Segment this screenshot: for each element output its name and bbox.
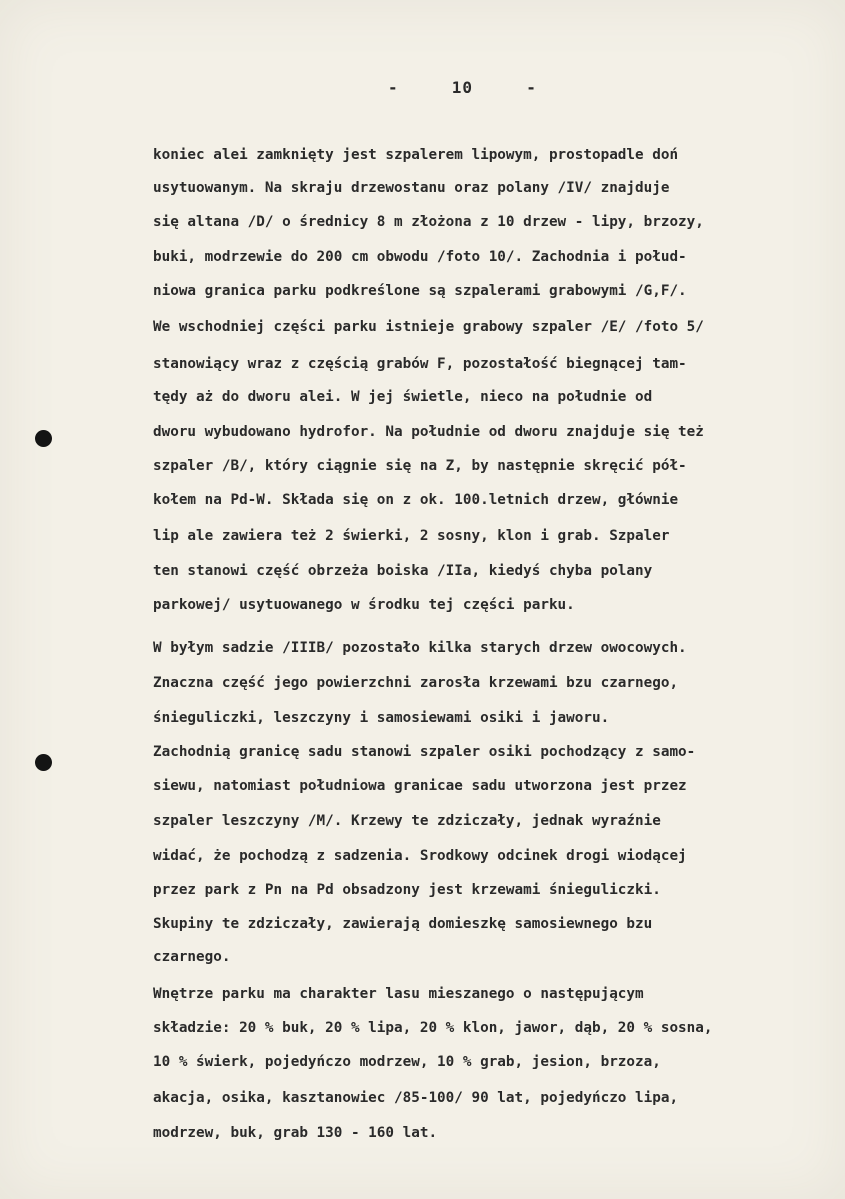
text-line: koniec alei zamknięty jest szpalerem lipowym, prostopadle doń [153,147,679,163]
text-line: przez park z Pn na Pd obsadzony jest krzewami śnieguliczki. [153,882,661,898]
text-line: usytuowanym. Na skraju drzewostanu oraz polany /IV/ znajduje [153,180,670,196]
text-line: czarnego. [153,949,231,965]
text-line: niowa granica parku podkreślone są szpalerami grabowymi /G,F/. [153,283,687,299]
text-line: szpaler leszczyny /M/. Krzewy te zdziczały, jednak wyraźnie [153,813,661,829]
text-line: buki, modrzewie do 200 cm obwodu /foto 10/. Zachodnia i połud- [153,249,687,265]
text-line: dworu wybudowano hydrofor. Na południe od dworu znajduje się też [153,424,704,440]
text-line: tędy aż do dworu alei. W jej świetle, nieco na południe od [153,389,653,405]
text-line: lip ale zawiera też 2 świerki, 2 sosny, klon i grab. Szpaler [153,528,670,544]
text-line: śnieguliczki, leszczyny i samosiewami osiki i jaworu. [153,710,610,726]
text-line: Skupiny te zdziczały, zawierają domieszkę samosiewnego bzu [153,916,653,932]
text-line: szpaler /B/, który ciągnie się na Z, by następnie skręcić pół- [153,458,687,474]
text-line: akacja, osika, kasztanowiec /85-100/ 90 lat, pojedyńczo lipa, [153,1090,679,1106]
text-line: stanowiący wraz z częścią grabów F, pozostałość biegnącej tam- [153,356,687,372]
text-line: kołem na Pd-W. Składa się on z ok. 100.letnich drzew, głównie [153,492,679,508]
text-line: się altana /D/ o średnicy 8 m złożona z 10 drzew - lipy, brzozy, [153,214,704,230]
text-line: składzie: 20 % buk, 20 % lipa, 20 % klon, jawor, dąb, 20 % sosna, [153,1020,713,1036]
binder-hole-top [35,430,52,447]
text-line: W byłym sadzie /IIIB/ pozostało kilka starych drzew owocowych. [153,640,687,656]
page-number: - 10 - [388,78,537,97]
text-line: Wnętrze parku ma charakter lasu mieszanego o następującym [153,986,644,1002]
text-line: widać, że pochodzą z sadzenia. Srodkowy odcinek drogi wiodącej [153,848,687,864]
binder-hole-bottom [35,754,52,771]
text-line: We wschodniej części parku istnieje grabowy szpaler /E/ /foto 5/ [153,319,704,335]
text-line: parkowej/ usytuowanego w środku tej części parku. [153,597,575,613]
text-line: 10 % świerk, pojedyńczo modrzew, 10 % grab, jesion, brzoza, [153,1054,661,1070]
text-line: Znaczna część jego powierzchni zarosła krzewami bzu czarnego, [153,675,679,691]
text-line: ten stanowi część obrzeża boiska /IIa, kiedyś chyba polany [153,563,653,579]
text-line: Zachodnią granicę sadu stanowi szpaler osiki pochodzący z samo- [153,744,696,760]
text-line: siewu, natomiast południowa granicae sadu utworzona jest przez [153,778,687,794]
text-line: modrzew, buk, grab 130 - 160 lat. [153,1125,438,1141]
